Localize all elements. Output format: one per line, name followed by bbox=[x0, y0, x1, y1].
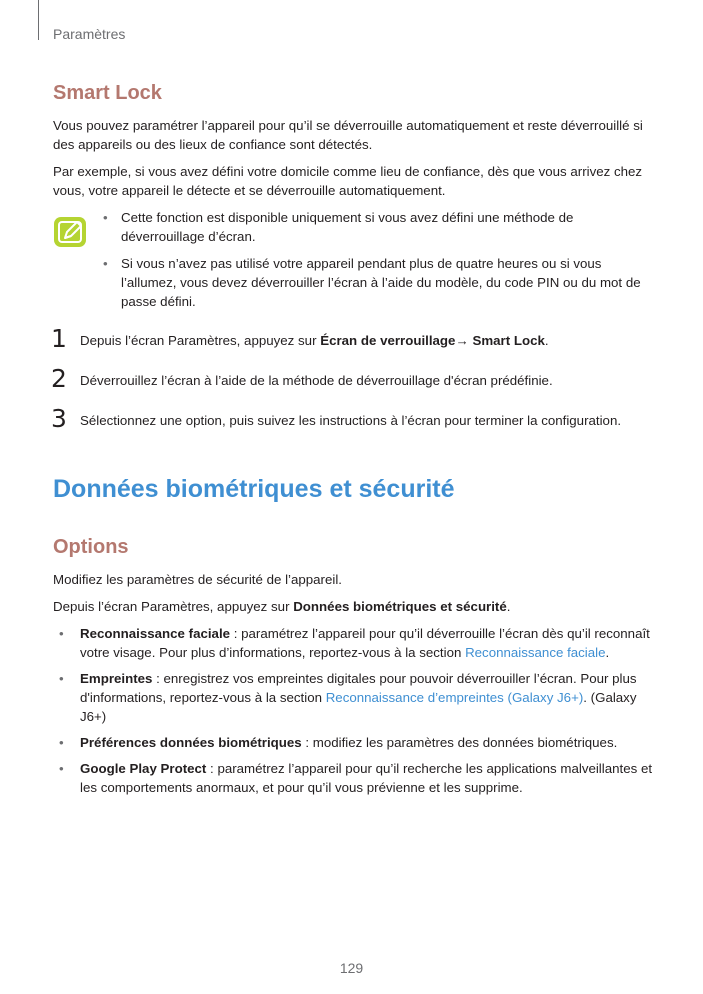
note-item: • Cette fonction est disponible uniquement si vous avez défini une méthode de déverrouillage d’écran. bbox=[103, 210, 574, 244]
running-header: Paramètres bbox=[53, 26, 126, 42]
face-recognition-link[interactable]: Reconnaissance faciale bbox=[465, 645, 606, 660]
options-list bbox=[53, 624, 653, 797]
bullet-dot: • bbox=[59, 761, 64, 776]
bullet-dot: • bbox=[103, 256, 108, 271]
step-text: Déverrouillez l’écran à l’aide de la méthode de déverrouillage d'écran prédéfinie. bbox=[80, 373, 553, 388]
step-3 bbox=[53, 405, 653, 445]
note-item: • Si vous n’avez pas utilisé votre appareil pendant plus de quatre heures ou si vous l’allumez, vous devez déverrouiller l’écran à l’aide du modèle, du code PIN ou du mot de passe défini. bbox=[103, 256, 641, 309]
page-content bbox=[53, 82, 653, 804]
step-text: Sélectionnez une option, puis suivez les instructions à l’écran pour terminer la configuration. bbox=[80, 413, 622, 428]
fingerprint-recognition-link[interactable]: Reconnaissance d’empreintes (Galaxy J6+) bbox=[325, 690, 584, 705]
steps-list bbox=[53, 325, 653, 445]
note-pencil-icon bbox=[53, 216, 87, 248]
step-number: 2 bbox=[51, 364, 67, 393]
bullet-dot: • bbox=[59, 735, 64, 750]
smart-lock-paragraph-2: Par exemple, si vous avez défini votre domicile comme lieu de confiance, dès que vous arrivez chez vous, votre appareil le détecte et se déverrouille automatiquement. bbox=[53, 164, 643, 198]
corner-rule bbox=[38, 0, 39, 40]
options-intro-2: Depuis l’écran Paramètres, appuyez sur Données biométriques et sécurité. bbox=[53, 599, 511, 614]
bullet-dot: • bbox=[103, 210, 108, 225]
smart-lock-heading: Smart Lock bbox=[53, 82, 162, 104]
step-number: 1 bbox=[51, 324, 67, 353]
bullet-dot: • bbox=[59, 626, 64, 641]
option-face-recognition: • Reconnaissance faciale : paramétrez l’appareil pour qu’il déverrouille l’écran dès qu’il reconnaît votre visage. Pour plus d’informations, reportez-vous à la section Reconnaissance faciale. bbox=[59, 626, 650, 660]
biometrics-heading: Données biométriques et sécurité bbox=[53, 475, 455, 503]
step-number: 3 bbox=[51, 404, 67, 433]
note-list bbox=[101, 208, 653, 311]
option-fingerprints: • Empreintes : enregistrez vos empreintes digitales pour pouvoir déverrouiller l’écran. Pour plus d'informations, reportez-vous à la section Reconnaissance d’empreintes (Galaxy J6+). (Galaxy J6+) bbox=[59, 671, 637, 724]
options-intro-1: Modifiez les paramètres de sécurité de l’appareil. bbox=[53, 572, 342, 587]
option-biometric-preferences: • Préférences données biométriques : modifiez les paramètres des données biométriques. bbox=[59, 735, 618, 750]
bullet-dot: • bbox=[59, 671, 64, 686]
step-1 bbox=[53, 325, 653, 365]
options-heading: Options bbox=[53, 536, 129, 558]
note-box bbox=[53, 208, 653, 311]
page-number: 129 bbox=[339, 960, 364, 976]
option-google-play-protect: • Google Play Protect : paramétrez l’appareil pour qu’il recherche les applications malveillantes et les comportements anormaux, et pour qu’il vous prévienne et les supprime. bbox=[59, 761, 653, 795]
step-text: Depuis l’écran Paramètres, appuyez sur Écran de verrouillage→ Smart Lock. bbox=[80, 333, 549, 348]
step-2 bbox=[53, 365, 653, 405]
smart-lock-paragraph-1: Vous pouvez paramétrer l’appareil pour qu’il se déverrouille automatiquement et reste déverrouillé si des appareils ou des lieux de confiance sont détectés. bbox=[53, 118, 643, 152]
